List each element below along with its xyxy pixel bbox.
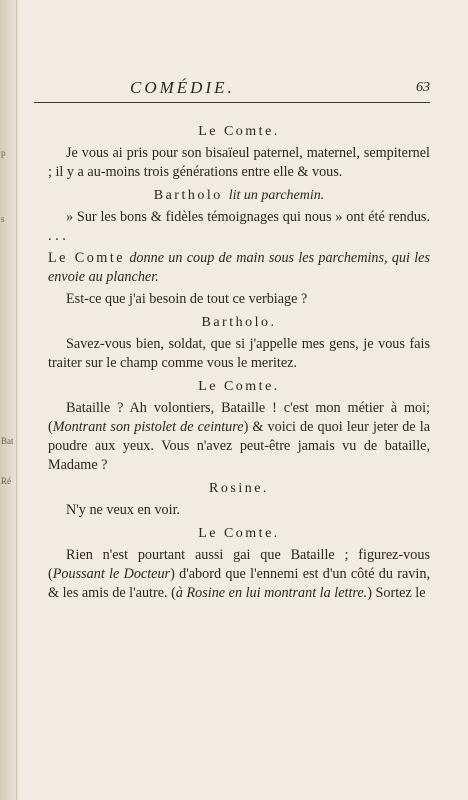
facing-page-edge bbox=[0, 0, 17, 800]
dialogue-paragraph: Je vous ai pris pour son bisaïeul paternel, maternel, sempiternel ; il y a au-moins trois générations entre elle & vous. bbox=[48, 145, 430, 180]
spine-mark: s bbox=[1, 214, 5, 224]
stage-direction-paragraph bbox=[48, 249, 430, 287]
dialogue-text: ) d'abord que l'ennemi est d'un côté du ravin, & les amis de l'autre. ( bbox=[48, 566, 430, 601]
dialogue-text: ) & voici de quoi leur jeter de la poudre aux yeux. Vous n'avez peut-être jamais vu de bataille, Madame ? bbox=[48, 419, 430, 473]
page-number: 63 bbox=[416, 80, 430, 95]
dialogue-paragraph: N'y ne veux en voir. bbox=[66, 502, 181, 518]
running-title: COMÉDIE. bbox=[130, 78, 235, 97]
stage-direction-heading bbox=[48, 186, 430, 205]
stage-direction: Montrant son pistolet de ceinture bbox=[52, 419, 244, 435]
speaker-heading: Rosine. bbox=[209, 481, 269, 496]
dialogue-paragraph: Savez-vous bien, soldat, que si j'appelle mes gens, je vous fais traiter sur le champ comme vous le meritez. bbox=[48, 336, 430, 371]
page-header bbox=[34, 72, 430, 103]
spine-mark: Ré bbox=[1, 476, 11, 486]
speaker-name: Bartholo bbox=[153, 188, 223, 203]
speaker-name: Le Comte bbox=[48, 250, 126, 266]
dialogue-paragraph bbox=[48, 399, 430, 475]
stage-direction: lit un parchemin. bbox=[228, 188, 325, 203]
spine-mark: p bbox=[1, 148, 6, 158]
dialogue-paragraph: » Sur les bons & fidèles témoignages qui nous » ont été rendus. . . . bbox=[48, 209, 430, 244]
spine-mark: Bat bbox=[1, 436, 14, 446]
book-page bbox=[18, 0, 468, 800]
speaker-heading: Le Comte. bbox=[198, 379, 280, 394]
stage-direction: donne un coup de main sous les parchemins, qui les envoie au plancher. bbox=[48, 250, 430, 285]
dialogue-paragraph: Est-ce que j'ai besoin de tout ce verbiage ? bbox=[66, 291, 308, 307]
speaker-heading: Bartholo. bbox=[201, 315, 277, 330]
speaker-heading: Le Comte. bbox=[198, 124, 280, 139]
page-text bbox=[48, 118, 430, 603]
stage-direction: à Rosine en lui montrant la lettre. bbox=[175, 585, 368, 601]
dialogue-text: Rien n'est pourtant aussi gai que Bataille ; figurez-vous ( bbox=[48, 547, 430, 582]
speaker-heading: Le Comte. bbox=[198, 526, 280, 541]
dialogue-text: ) Sortez le bbox=[367, 585, 426, 601]
dialogue-text: Bataille ? Ah volontiers, Bataille ! c'est mon métier à moi; ( bbox=[48, 400, 430, 435]
dialogue-paragraph bbox=[48, 546, 430, 603]
stage-direction: Poussant le Docteur bbox=[52, 566, 171, 582]
